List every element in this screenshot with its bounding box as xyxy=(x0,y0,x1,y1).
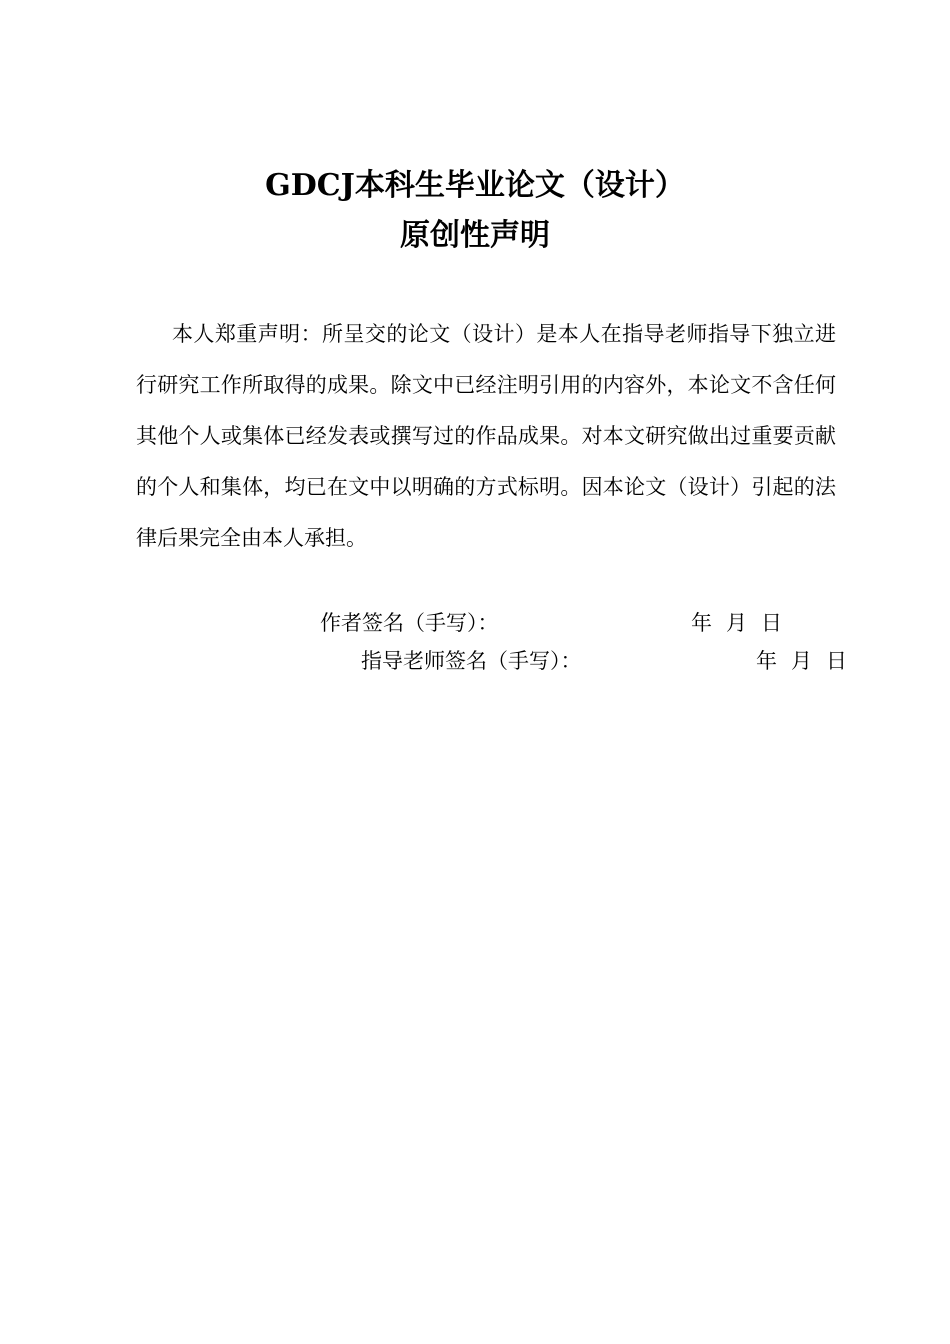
advisor-date-year: 年 xyxy=(756,649,777,673)
author-signature-date xyxy=(691,608,782,638)
advisor-signature-label: 指导老师签名（手写）： xyxy=(361,649,582,673)
declaration-paragraph: 本人郑重声明：所呈交的论文（设计）是本人在指导老师指导下独立进行研究工作所取得的成果。除文中已经注明引用的内容外，本论文不含任何其他个人或集体已经发表或撰写过的作品成果。对本文研究做出过重要贡献的个人和集体，均已在文中以明确的方式标明。因本论文（设计）引起的法律后果完全由本人承担。 xyxy=(136,322,836,550)
author-date-month: 月 xyxy=(726,611,747,635)
advisor-date-month: 月 xyxy=(791,649,812,673)
document-subtitle: 原创性声明 xyxy=(400,218,550,253)
author-signature-label: 作者签名（手写）： xyxy=(320,611,499,635)
document-title: GDCJ本科生毕业论文（设计） xyxy=(265,168,685,203)
advisor-date-day: 日 xyxy=(826,649,847,673)
author-date-year: 年 xyxy=(691,611,712,635)
advisor-signature-date xyxy=(756,646,847,676)
author-date-day: 日 xyxy=(761,611,782,635)
